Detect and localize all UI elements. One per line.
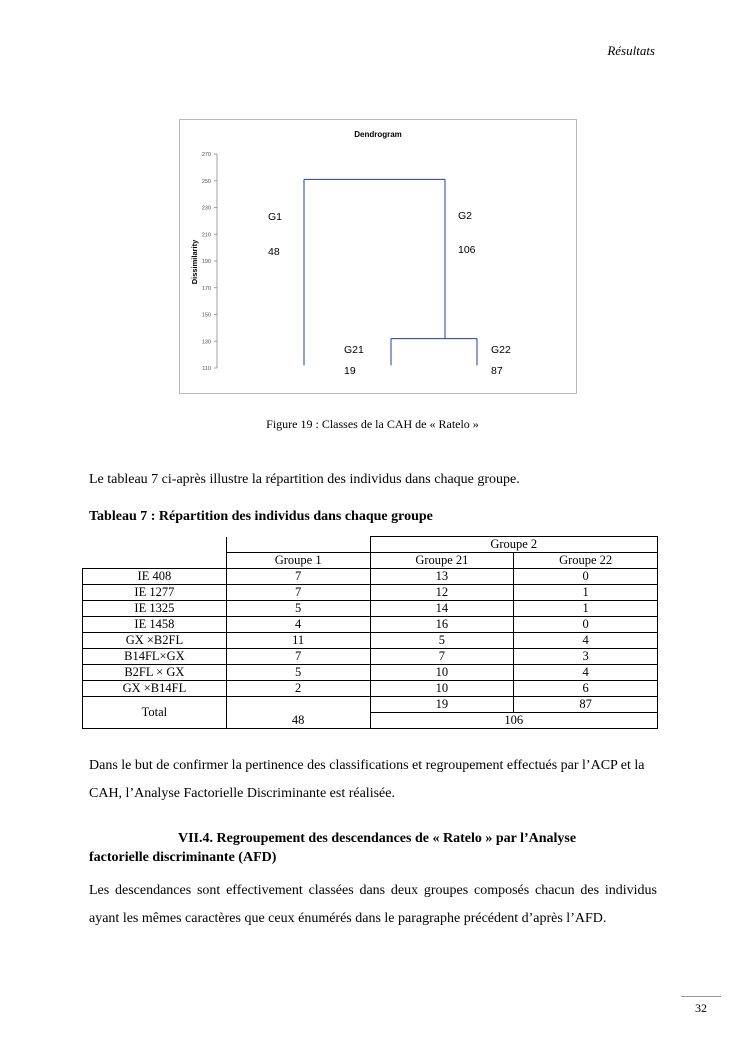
- total-groupe22: 87: [514, 697, 658, 713]
- cell-groupe22: 4: [514, 633, 658, 649]
- group-count: 19: [344, 365, 356, 377]
- y-tick-label: 130: [201, 339, 211, 346]
- row-label: GX ×B14FL: [83, 681, 227, 697]
- y-tick-label: 270: [201, 152, 211, 158]
- cell-groupe1: 7: [226, 585, 370, 601]
- cell-groupe22: 4: [514, 665, 658, 681]
- table-title: Tableau 7 : Répartition des individus dans chaque groupe: [89, 509, 433, 524]
- total-label: Total: [83, 697, 227, 729]
- cell-groupe1: 7: [226, 649, 370, 665]
- row-label: IE 1277: [83, 585, 227, 601]
- intro-text: Le tableau 7 ci-après illustre la répartition des individus dans chaque groupe.: [89, 472, 520, 487]
- cell-groupe1: 7: [226, 569, 370, 585]
- cell-groupe22: 0: [514, 569, 658, 585]
- table-row: [83, 633, 658, 649]
- cell-groupe21: 10: [370, 665, 514, 681]
- cell-groupe22: 0: [514, 617, 658, 633]
- cell-groupe21: 7: [370, 649, 514, 665]
- row-label: IE 1458: [83, 617, 227, 633]
- row-label: GX ×B2FL: [83, 633, 227, 649]
- distribution-table: [82, 536, 658, 729]
- cell-groupe21: 14: [370, 601, 514, 617]
- dendrogram-chart: [180, 120, 576, 393]
- y-tick-label: 210: [201, 232, 211, 239]
- section-heading-line2: factorielle discriminante (AFD): [89, 850, 277, 865]
- group-label: G1: [268, 211, 283, 223]
- cell-groupe1: 2: [226, 681, 370, 697]
- groupe2-header: Groupe 2: [370, 537, 657, 553]
- group-count: 106: [458, 244, 476, 256]
- group-count: 48: [268, 246, 280, 258]
- paragraph-1: Dans le but de confirmer la pertinence des classifications et regroupement effectués par l’ACP et la CAH, l’Analyse Factorielle Discriminante est réalisée.: [89, 758, 645, 801]
- groupe1-header: Groupe 1: [226, 553, 370, 569]
- empty-header-cell-2: [226, 537, 370, 553]
- figure-caption: Figure 19 : Classes de la CAH de « Ratelo »: [266, 417, 479, 431]
- y-tick-label: 190: [201, 259, 211, 265]
- cell-groupe22: 1: [514, 585, 658, 601]
- group-label: G22: [491, 344, 511, 356]
- cell-groupe21: 10: [370, 681, 514, 697]
- y-tick-label: 150: [201, 312, 211, 319]
- row-label: B14FL×GX: [83, 649, 227, 665]
- chart-title: Dendrogram: [354, 130, 402, 139]
- y-tick-label: 230: [201, 205, 211, 212]
- table-header-row: [83, 537, 658, 553]
- cell-groupe21: 12: [370, 585, 514, 601]
- row-label: IE 408: [83, 569, 227, 585]
- cell-groupe22: 1: [514, 601, 658, 617]
- cell-groupe21: 16: [370, 617, 514, 633]
- table-row: [83, 617, 658, 633]
- total-groupe21: 19: [370, 697, 514, 713]
- cell-groupe1: 5: [226, 601, 370, 617]
- paragraph-2: Les descendances sont effectivement classées dans deux groupes composés chacun des individus ayant les mêmes caractères que ceux énumérés dans le paragraphe précédent d’après l’AFD.: [89, 883, 657, 926]
- cell-groupe1: 11: [226, 633, 370, 649]
- cell-groupe1: 4: [226, 617, 370, 633]
- group-count: 87: [491, 365, 503, 377]
- group-label: G2: [458, 210, 473, 222]
- groupe21-header: Groupe 21: [370, 553, 514, 569]
- y-tick-label: 170: [201, 285, 211, 292]
- total-row: [83, 697, 658, 713]
- page-number: 32: [695, 1001, 707, 1015]
- table-row: [83, 601, 658, 617]
- total-groupe1: 48: [226, 697, 370, 729]
- row-label: IE 1325: [83, 601, 227, 617]
- running-header: Résultats: [607, 43, 655, 58]
- total-groupe2: 106: [370, 713, 657, 729]
- cell-groupe21: 13: [370, 569, 514, 585]
- table-row: [83, 681, 658, 697]
- cell-groupe1: 5: [226, 665, 370, 681]
- empty-header-cell: [83, 537, 227, 569]
- groupe22-header: Groupe 22: [514, 553, 658, 569]
- table-row: [83, 649, 658, 665]
- y-tick-label: 250: [201, 178, 211, 185]
- y-axis-label: Dissimilarity: [190, 239, 199, 285]
- cell-groupe21: 5: [370, 633, 514, 649]
- footer-rule: [681, 996, 721, 997]
- group-label: G21: [344, 344, 364, 356]
- table-row: [83, 665, 658, 681]
- cell-groupe22: 6: [514, 681, 658, 697]
- table-row: [83, 585, 658, 601]
- row-label: B2FL × GX: [83, 665, 227, 681]
- cell-groupe22: 3: [514, 649, 658, 665]
- table-row: [83, 569, 658, 585]
- section-heading-line1: VII.4. Regroupement des descendances de « Ratelo » par l’Analyse: [178, 831, 577, 846]
- dendrogram-figure: [179, 119, 577, 394]
- y-tick-label: 110: [202, 366, 211, 372]
